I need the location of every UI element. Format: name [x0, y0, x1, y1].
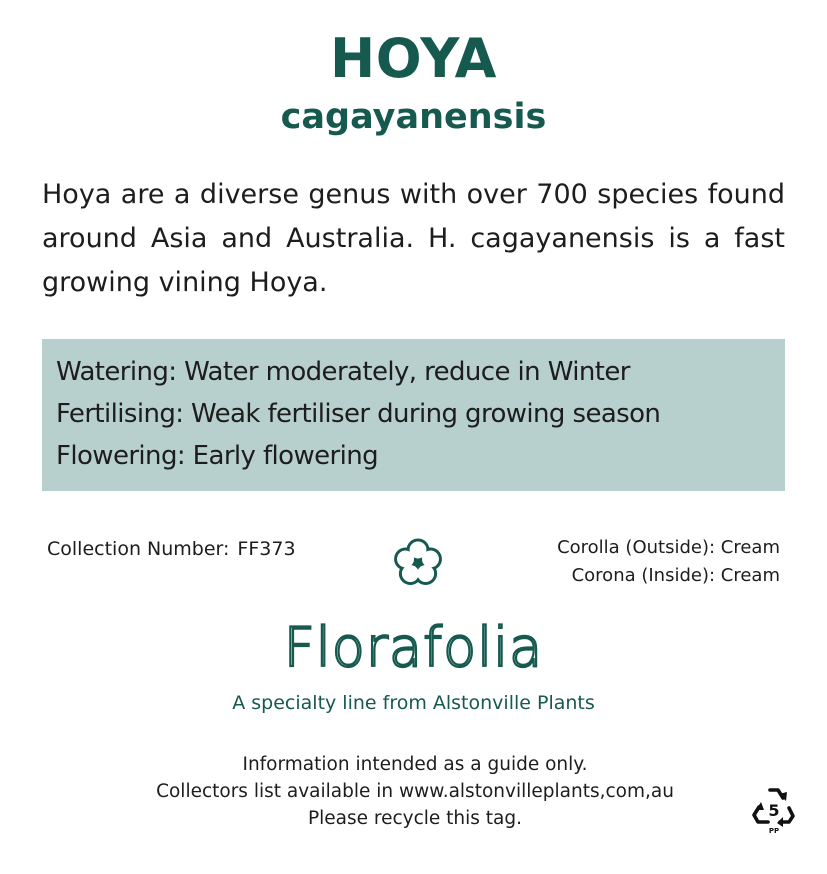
footer-line-2: Collectors list available in www.alstonvilleplants,com,au	[156, 781, 674, 802]
care-flowering: Flowering: Early flowering	[56, 441, 379, 471]
species-title: cagayanensis	[280, 97, 547, 137]
corolla-colour: Corolla (Outside): Cream	[557, 537, 780, 558]
genus-title: HOYA	[330, 27, 497, 90]
flower-colours	[557, 534, 780, 590]
corona-colour: Corona (Inside): Cream	[571, 565, 780, 586]
brand-logo-text: Florafolia	[283, 616, 544, 679]
collection-number	[47, 536, 296, 562]
care-watering: Watering: Water moderately, reduce in Winter	[56, 357, 630, 387]
footer-line-3: Please recycle this tag.	[307, 808, 523, 829]
care-fertilising: Fertilising: Weak fertiliser during growing season	[56, 399, 661, 429]
flower-icon	[389, 534, 447, 592]
description-text: Hoya are a diverse genus with over 700 species found around Asia and Australia. H. cagayanensis is a fast growing vining Hoya.	[42, 179, 785, 298]
footer-line-1: Information intended as a guide only.	[242, 754, 588, 775]
recycle-number: 5	[768, 801, 780, 820]
brand-tagline: A specialty line from Alstonville Plants	[232, 692, 595, 714]
collection-value: FF373	[237, 538, 296, 560]
brand-logo	[0, 604, 827, 694]
recycle-icon	[750, 782, 798, 836]
footer-notes	[0, 751, 827, 832]
care-box	[42, 339, 785, 491]
recycle-code: PP	[768, 827, 780, 835]
collection-label: Collection Number:	[47, 538, 230, 560]
